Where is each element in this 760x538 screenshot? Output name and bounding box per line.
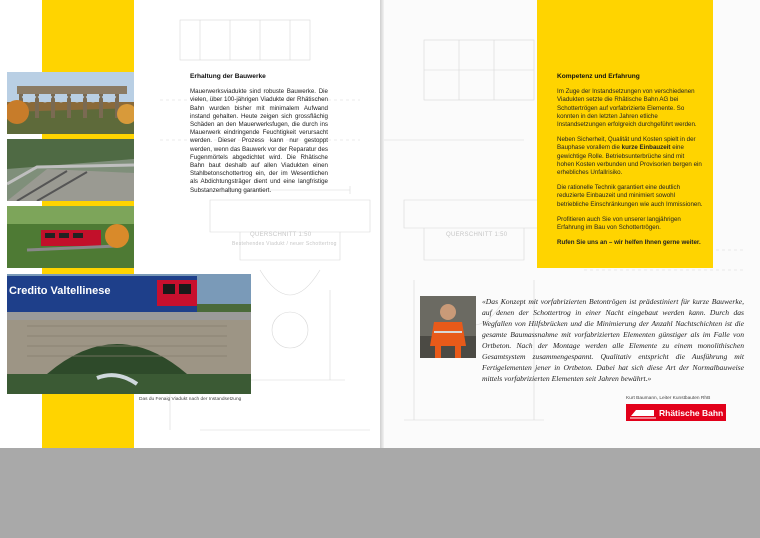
- rhb-logo: [626, 404, 726, 421]
- paragraph-2: [557, 136, 703, 177]
- center-gutter: [380, 0, 384, 448]
- train-advertising-text: Credito Valtellinese: [9, 285, 111, 297]
- rhb-train-logo-icon: [630, 407, 656, 419]
- paragraph-2-end: eine gewichtige Rolle. Betriebsunterbrüche sind mit hohen Kosten verbunden und Provisorien bergen ein erhebliches Unfallrisiko.: [557, 144, 702, 177]
- viaduct-autumn-photo: [7, 72, 134, 134]
- call-to-action: Rufen Sie uns an – wir helfen Ihnen gerne weiter.: [557, 239, 701, 247]
- right-text-block: [557, 73, 703, 254]
- paragraph-2-start: Neben Sicherheit, Qualität und Kosten spielt in der Bauphase vorallem die: [557, 136, 696, 152]
- paragraph-1: Im Zuge der Instandsetzungen von verschiedenen Viadukten setzte die Rhätische Bahn AG bei Schottertrögen auf vorfabrizierte Elemente. So konnten in den letzten Jahren etliche Instandsetzungen erfolgreich durchgeführt werden.: [557, 88, 697, 129]
- blueprint-label-right: QUERSCHNITT 1:50: [446, 232, 508, 238]
- blueprint-label-left: QUERSCHNITT 1:50: [250, 232, 312, 238]
- left-text-block: [190, 73, 328, 202]
- paragraph-3: Die rationelle Technik garantiert eine deutlich reduzierte Einbauzeit und minimiert sowohl betriebliche Einschränkungen wie auch Immissionen.: [557, 184, 703, 208]
- paragraph-2-bold: kurze Einbauzeit: [621, 144, 671, 152]
- section-heading-kompetenz: Kompetenz und Erfahrung: [557, 73, 640, 80]
- blueprint-sublabel-left: Bestehendes Viadukt / neuer Schottertrog: [232, 241, 337, 247]
- paragraph-4: Profitieren auch Sie von unserer langjährigen Erfahrung im Bau von Schottertrögen.: [557, 215, 681, 232]
- body-paragraph-erhaltung: Mauerwerksviadukte sind robuste Bauwerke. Die vielen, über 100-jährigen Viadukte der Rhätischen Bahn wurden bisher mit minimalem Aufwand instand gehalten. Heute zeigen sich grossflächig Schäden an den Mauerwerksfugen, die durch ins Mauerwerk eindringende Feuchtigkeit verursacht werden. Dieser Prozess kann nur gestoppt werden, wenn das Bauwerk vor der Reparatur des Fugenmörtels abgedichtet wird. Die Rhätische Bahn baut deshalb auf allen Viadukten einen Stahlbetonschottertrog ein, der im Wesentlichen als Abdichtungsträger dient und eine langfristige Substanzerhaltung garantiert.: [190, 88, 328, 194]
- quote-attribution: Kurt Baumann, Leiter Kunstbauten RhB: [626, 396, 711, 401]
- section-heading-erhaltung: Erhaltung der Bauwerke: [190, 73, 266, 80]
- viaduct-train-photo: [7, 274, 251, 394]
- background-band: [0, 448, 760, 538]
- rhb-logo-text: Rhätische Bahn: [659, 407, 724, 418]
- red-train-photo: [7, 206, 134, 268]
- worker-portrait-photo: [420, 296, 476, 358]
- customer-quote: «Das Konzept mit vorfabrizierten Betontrögen ist prädestiniert für kurze Bauwerke, auf denen der Schottertrog in einer Nacht eingebaut werden kann. Durch das Wegfallen von Hilfsbrücken und die Minimierung der Anzahl Nachtschichten ist die gesamte Baumassnahme mit vorfabrizierten Elementen günstiger als im Falle von Ortbeton. Nach der Montage werden alle Elemente zu einem monolithischen Gesamtsystem zusammengespannt. Qualitativ entspricht die Ausführung mit Fertigelementen jener in Ortbeton. Dabei hat sich diese Art der Normalbauweise mittels vorfabrizierten Elementen seit Jahren bewährt.»: [482, 297, 744, 383]
- photo-caption: Das du Fenaig Viadukt nach der Instandsetzung: [139, 397, 242, 402]
- track-photo: [7, 139, 134, 201]
